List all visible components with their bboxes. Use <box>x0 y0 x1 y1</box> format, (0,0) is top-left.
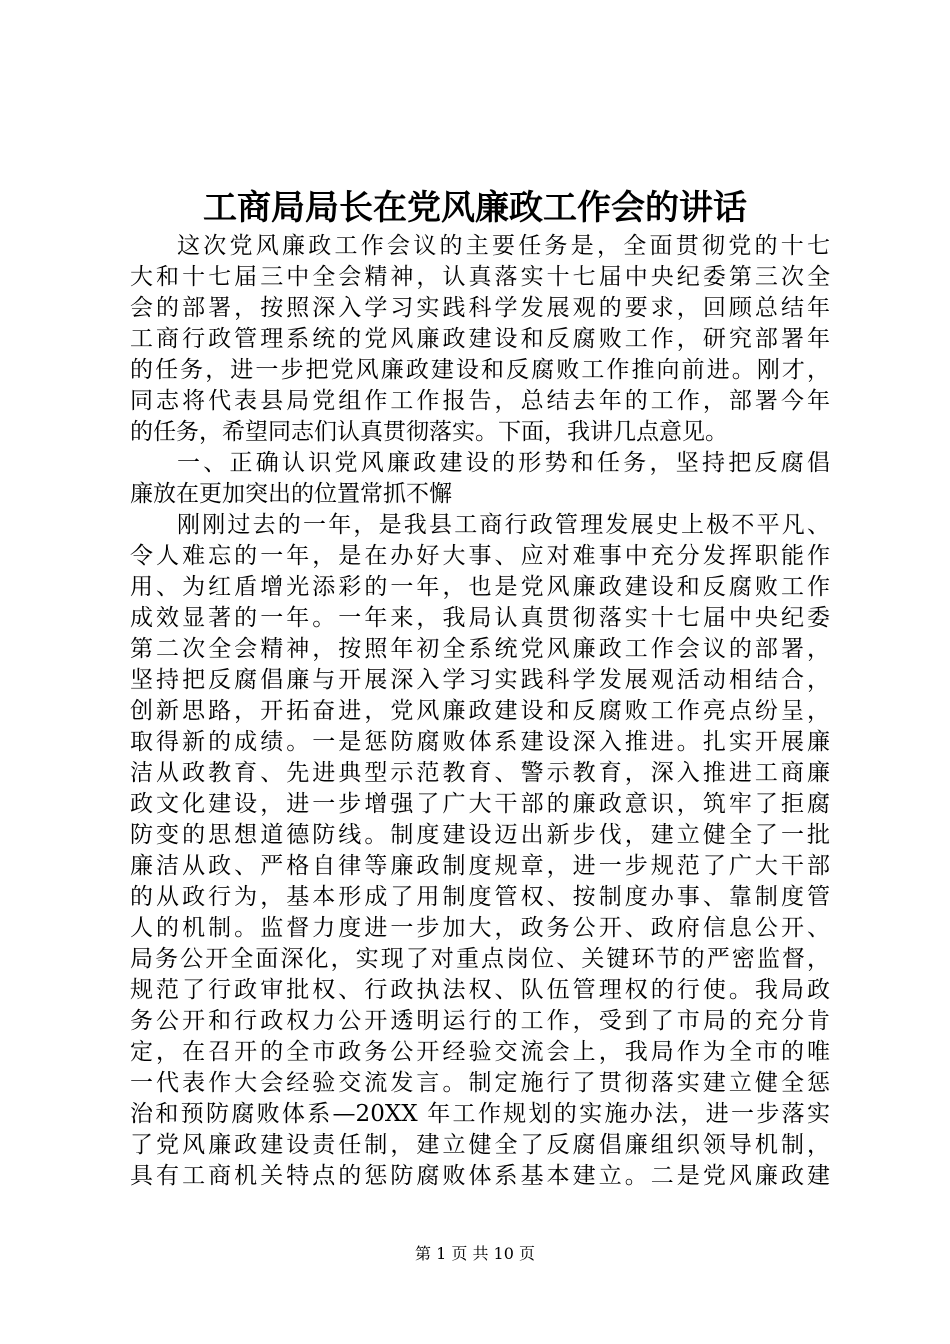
text-line: 防变的思想道德防线。制度建设迈出新步伐，建立健全了一批 <box>130 822 830 848</box>
text-line: 的任务，希望同志们认真贯彻落实。下面，我讲几点意见。 <box>130 419 728 445</box>
text-line: 第二次全会精神，按照年初全系统党风廉政工作会议的部署， <box>130 636 830 662</box>
text-line: 坚持把反腐倡廉与开展深入学习实践科学发展观活动相结合， <box>130 667 830 693</box>
document-title: 工商局局长在党风廉政工作会的讲话 <box>203 188 747 228</box>
text-line: 刚刚过去的一年，是我县工商行政管理发展史上极不平凡、 <box>177 512 830 538</box>
text-line: 一、正确认识党风廉政建设的形势和任务，坚持把反腐倡 <box>177 450 830 476</box>
text-line: 一代表作大会经验交流发言。制定施行了贯彻落实建立健全惩 <box>130 1070 830 1096</box>
text-line: 廉洁从政、严格自律等廉政制度规章，进一步规范了广大干部 <box>130 853 830 879</box>
document-body <box>130 231 830 1192</box>
text-line: 廉放在更加突出的位置常抓不懈 <box>130 481 452 507</box>
text-line: 同志将代表县局党组作工作报告，总结去年的工作，部署今年 <box>130 388 830 414</box>
page-footer: 第 1 页 共 10 页 <box>415 1244 535 1263</box>
text-line: 具有工商机关特点的惩防腐败体系基本建立。二是党风廉政建 <box>130 1163 830 1189</box>
text-line: 取得新的成绩。一是惩防腐败体系建设深入推进。扎实开展廉 <box>130 729 830 755</box>
text-line: 大和十七届三中全会精神，认真落实十七届中央纪委第三次全 <box>130 264 830 290</box>
text-line: 了党风廉政建设责任制，建立健全了反腐倡廉组织领导机制， <box>130 1132 830 1158</box>
text-line: 用、为红盾增光添彩的一年，也是党风廉政建设和反腐败工作 <box>130 574 830 600</box>
text-line: 工商行政管理系统的党风廉政建设和反腐败工作，研究部署年 <box>130 326 830 352</box>
text-line: 治和预防腐败体系—20XX 年工作规划的实施办法，进一步落实 <box>130 1101 830 1127</box>
text-line: 会的部署，按照深入学习实践科学发展观的要求，回顾总结年 <box>130 295 830 321</box>
text-line: 令人难忘的一年，是在办好大事、应对难事中充分发挥职能作 <box>130 543 830 569</box>
text-line: 这次党风廉政工作会议的主要任务是，全面贯彻党的十七 <box>177 233 830 259</box>
text-line: 洁从政教育、先进典型示范教育、警示教育，深入推进工商廉 <box>130 760 830 786</box>
text-line: 定，在召开的全市政务公开经验交流会上，我局作为全市的唯 <box>130 1039 830 1065</box>
text-line: 规范了行政审批权、行政执法权、队伍管理权的行使。我局政 <box>130 977 830 1003</box>
text-line: 成效显著的一年。一年来，我局认真贯彻落实十七届中央纪委 <box>130 605 830 631</box>
text-line: 务公开和行政权力公开透明运行的工作，受到了市局的充分肯 <box>130 1008 830 1034</box>
text-line: 政文化建设，进一步增强了广大干部的廉政意识，筑牢了拒腐 <box>130 791 830 817</box>
text-line: 的任务，进一步把党风廉政建设和反腐败工作推向前进。刚才， <box>130 357 830 383</box>
text-line: 局务公开全面深化，实现了对重点岗位、关键环节的严密监督， <box>130 946 830 972</box>
text-line: 创新思路，开拓奋进，党风廉政建设和反腐败工作亮点纷呈， <box>130 698 830 724</box>
text-line: 人的机制。监督力度进一步加大，政务公开、政府信息公开、 <box>130 915 830 941</box>
text-line: 的从政行为，基本形成了用制度管权、按制度办事、靠制度管 <box>130 884 830 910</box>
